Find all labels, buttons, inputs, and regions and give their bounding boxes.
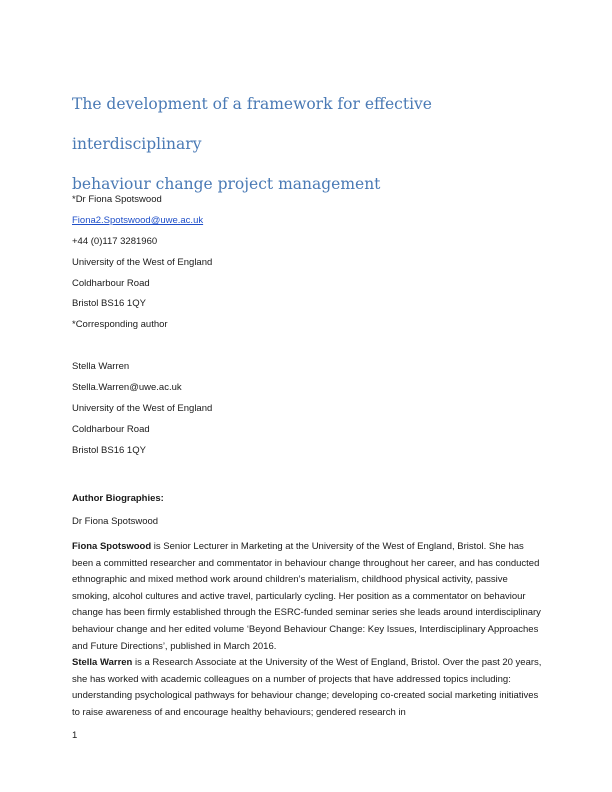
bio2-name: Stella Warren xyxy=(72,657,133,668)
author1-city: Bristol BS16 1QY xyxy=(72,298,146,309)
author2-affiliation: University of the West of England xyxy=(72,403,213,414)
title-line-1: The development of a framework for effective interdisciplinary xyxy=(72,95,432,153)
author1-email-link[interactable]: Fiona2.Spotswood@uwe.ac.uk xyxy=(72,215,204,226)
page-number: 1 xyxy=(72,730,78,741)
corresponding-author-note: *Corresponding author xyxy=(72,319,168,330)
author2-street: Coldharbour Road xyxy=(72,424,150,435)
author1-affiliation: University of the West of England xyxy=(72,257,213,268)
bio-paragraph-2 xyxy=(72,655,542,721)
bios-heading: Author Biographies: xyxy=(72,493,164,504)
author2-city: Bristol BS16 1QY xyxy=(72,445,146,456)
bio1-text: is Senior Lecturer in Marketing at the University of the West of England, Bristol. She has been a committed researcher and commentator in behaviour change throughout her career, and has conducted ethnographic and mixed method work around children’s materialism, childhood physical activity, passive smoking, alcohol cultures and active travel, particularly cycling. Her position as a commentator on behaviour change has been firmly established through the ESRC-funded seminar series she leads around interdisciplinary behaviour change and her edited volume ‘Beyond Behaviour Change: Key Issues, Interdisciplinary Approaches and Future Directions’, published in March 2016. xyxy=(72,541,541,652)
paper-title xyxy=(72,84,542,204)
bio-paragraph-1 xyxy=(72,539,542,655)
bios-subheading: Dr Fiona Spotswood xyxy=(72,516,159,527)
title-line-2: behaviour change project management xyxy=(72,175,381,193)
author1-street: Coldharbour Road xyxy=(72,278,150,289)
bio1-name: Fiona Spotswood xyxy=(72,541,152,552)
bio2-text: is a Research Associate at the University of the West of England, Bristol. Over the past 20 years, she has worked with academic colleagues on a number of projects that have addressed topics including: understanding psychological pathways for behaviour change; developing co-created social marketing initiatives to raise awareness of and encourage healthy behaviours; gendered research in xyxy=(72,657,542,718)
author1-phone: +44 (0)117 3281960 xyxy=(72,236,158,247)
author2-name: Stella Warren xyxy=(72,361,130,372)
author2-email: Stella.Warren@uwe.ac.uk xyxy=(72,382,182,393)
author1-name: *Dr Fiona Spotswood xyxy=(72,194,162,205)
